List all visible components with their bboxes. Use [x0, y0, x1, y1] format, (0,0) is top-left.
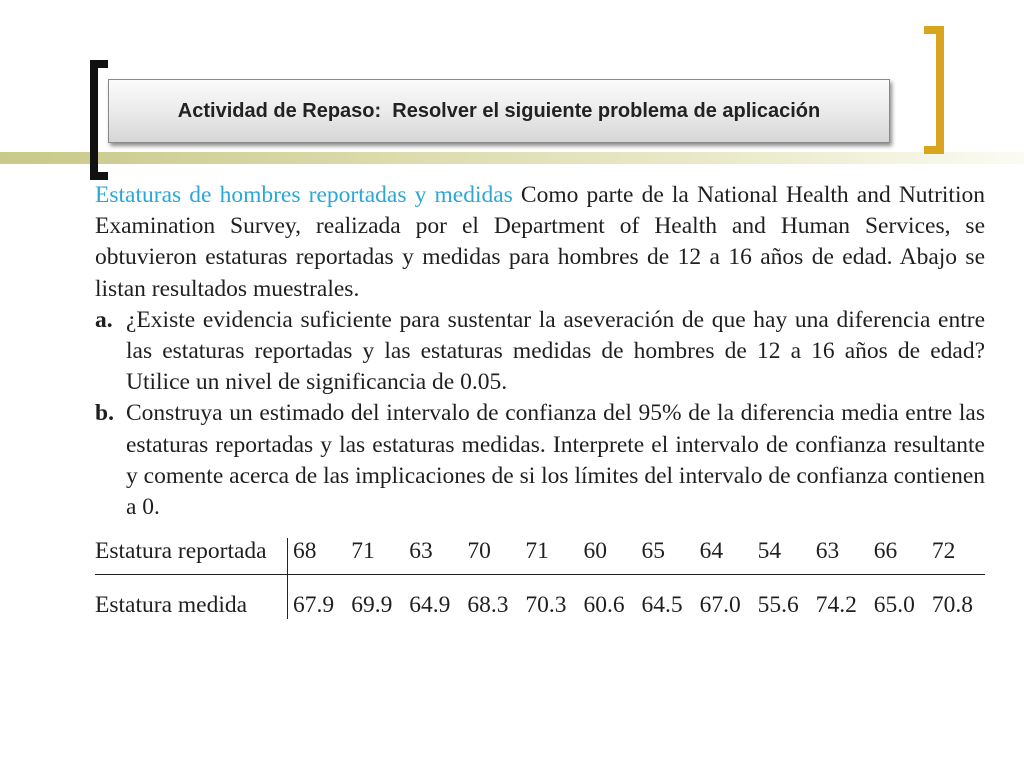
row-label-reported: Estatura reportada — [95, 538, 288, 575]
right-bracket-decoration — [924, 26, 944, 154]
reported-value: 71 — [520, 538, 578, 575]
question-b-label: b. — [95, 400, 114, 427]
question-a-label: a. — [95, 306, 113, 333]
table-row-measured — [95, 575, 985, 620]
reported-value: 54 — [753, 538, 811, 575]
reported-value: 66 — [869, 538, 927, 575]
measured-value: 55.6 — [757, 592, 799, 618]
title-banner — [108, 79, 890, 143]
measured-value: 65.0 — [873, 592, 915, 618]
problem-lead: Estaturas de hombres reportadas y medidas — [95, 182, 513, 208]
reported-value: 70 — [462, 538, 520, 575]
measured-value: 67.0 — [699, 592, 741, 618]
measured-value: 68.3 — [467, 592, 509, 618]
question-a-text: ¿Existe evidencia suficiente para sustentar la aseveración de que hay una diferencia entre las estaturas reportadas y las estaturas medidas de hombres de 12 a 16 años de edad? Utilice un nivel de significancia de 0.05. — [126, 306, 985, 396]
left-bracket-decoration — [90, 60, 108, 180]
problem-intro — [95, 180, 985, 305]
slide-title: Actividad de Repaso: Resolver el siguiente problema de aplicación — [177, 99, 821, 122]
reported-value: 63 — [404, 538, 462, 575]
reported-value: 71 — [346, 538, 404, 575]
measured-value: 64.5 — [641, 592, 683, 618]
decorative-olive-line — [0, 152, 1024, 164]
reported-value: 68 — [288, 538, 347, 575]
measured-value: 67.9 — [293, 592, 335, 618]
question-b-text: Construya un estimado del intervalo de confianza del 95% de la diferencia media entre las estaturas reportadas y las estaturas medidas. Interprete el intervalo de confianza resultante y comente acerca de las implicaciones de si los límites del intervalo de confianza contienen a 0. — [126, 400, 985, 521]
reported-value: 65 — [637, 538, 695, 575]
reported-value: 64 — [695, 538, 753, 575]
reported-value: 72 — [927, 538, 985, 575]
row-label-measured: Estatura medida — [95, 575, 288, 620]
measured-value: 70.3 — [525, 592, 567, 618]
height-data-table — [95, 538, 985, 619]
question-a — [95, 305, 985, 399]
measured-value: 69.9 — [351, 592, 393, 618]
measured-value: 70.8 — [931, 592, 973, 618]
problem-intro-text: Como parte de la National Health and Nutrition Examination Survey, realizada por el Department of Health and Human Services, se obtuvieron estaturas reportadas y medidas para hombres de 12 a 16 años de edad. Abajo se listan resultados muestrales. — [95, 182, 985, 302]
table-row-reported — [95, 538, 985, 575]
reported-value: 60 — [578, 538, 636, 575]
measured-value: 74.2 — [815, 592, 857, 618]
measured-value: 60.6 — [583, 592, 625, 618]
question-b — [95, 398, 985, 523]
problem-content — [95, 180, 985, 523]
reported-value: 63 — [811, 538, 869, 575]
measured-value: 64.9 — [409, 592, 451, 618]
